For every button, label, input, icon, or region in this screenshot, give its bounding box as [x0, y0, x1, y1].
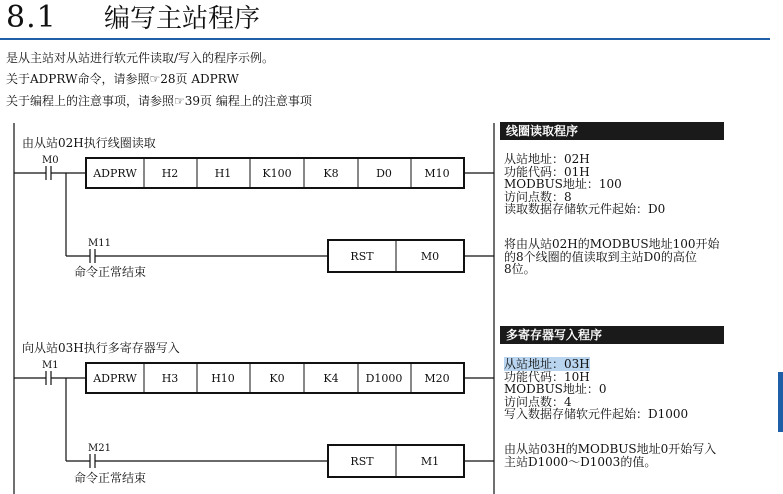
- param-line: 访问点数：4: [504, 394, 572, 409]
- rung1-cell: K100: [262, 167, 292, 180]
- rung1-sub-cell: M0: [420, 250, 440, 263]
- contact-label-m0: M0: [42, 155, 59, 166]
- desc-line: 由从站03H的MODBUS地址0开始写入: [504, 442, 717, 456]
- notes-link[interactable]: 39页 编程上的注意事项: [184, 94, 312, 108]
- rung1-sub-cell: RST: [350, 250, 374, 263]
- rung2-cell: K4: [323, 372, 339, 385]
- coil-read-params: [504, 153, 665, 216]
- page-ref-icon: ☞: [149, 72, 161, 86]
- rung2-cell: H10: [211, 372, 235, 385]
- param-line: 从站地址：02H: [504, 152, 590, 166]
- rung2-sub-cell: M1: [420, 455, 440, 468]
- rung2-comment: 向从站03H执行多寄存器写入: [22, 341, 180, 355]
- section-number: 8.1: [6, 0, 57, 35]
- rung1-comment: 由从站02H执行线圈读取: [22, 136, 156, 150]
- multi-register-write-header: 多寄存器写入程序: [500, 326, 724, 344]
- chapter-tab-marker: [778, 372, 783, 432]
- rung2-sub-cell: RST: [350, 455, 374, 468]
- rung2-cell: H3: [161, 372, 179, 385]
- rung2-cell: D1000: [365, 372, 403, 385]
- param-line: 功能代码：10H: [504, 369, 590, 384]
- desc-line: 将由从站02H的MODBUS地址100开始: [504, 237, 720, 251]
- param-line: MODBUS地址：0: [504, 382, 607, 396]
- rung1-cell: ADPRW: [93, 167, 137, 180]
- param-line: 写入数据存储软元件起始：D1000: [504, 407, 689, 421]
- rung2-cell: ADPRW: [93, 372, 137, 385]
- rung2-cell: M20: [424, 372, 450, 385]
- param-line: 读取数据存储软元件起始：D0: [504, 202, 666, 216]
- desc-line: 主站D1000～D1003的值。: [504, 454, 657, 469]
- param-line: 功能代码：01H: [504, 164, 590, 179]
- param-line-highlighted[interactable]: 从站地址：03H: [504, 357, 590, 371]
- section-title: 编写主站程序: [104, 4, 261, 34]
- rung2-cell: K0: [269, 372, 285, 385]
- desc-line: 的8个线圈的值读取到主站D0的高位: [504, 249, 697, 264]
- rung1-cell: H2: [161, 167, 179, 180]
- rung1-cell: M10: [424, 167, 450, 180]
- rung2-sub-comment: 命令正常结束: [74, 471, 147, 485]
- intro-line-3-prefix: 关于编程上的注意事项，请参照: [6, 94, 175, 108]
- adprw-link[interactable]: 28页 ADPRW: [160, 72, 239, 86]
- rung1-sub-comment: 命令正常结束: [74, 265, 147, 279]
- coil-read-header: 线圈读取程序: [500, 122, 724, 140]
- rung1-cell: D0: [376, 167, 392, 180]
- rung1-cell: H1: [214, 167, 232, 180]
- multi-register-write-description: [504, 443, 716, 468]
- page-ref-icon: ☞: [174, 94, 185, 108]
- intro-line-2-prefix: 关于ADPRW命令，请参照: [6, 72, 150, 86]
- rung1-cell: K8: [323, 167, 339, 180]
- param-line: 访问点数：8: [504, 189, 572, 204]
- desc-line: 8位。: [504, 262, 536, 276]
- coil-read-description: [504, 238, 720, 276]
- contact-label-m21: M21: [88, 443, 111, 454]
- intro-line-1: 是从主站对从站进行软元件读取/写入的程序示例。: [6, 51, 275, 65]
- contact-label-m11: M11: [88, 238, 111, 249]
- param-line: MODBUS地址：100: [504, 177, 622, 191]
- contact-label-m1: M1: [42, 360, 59, 371]
- multi-register-write-params: [504, 358, 688, 421]
